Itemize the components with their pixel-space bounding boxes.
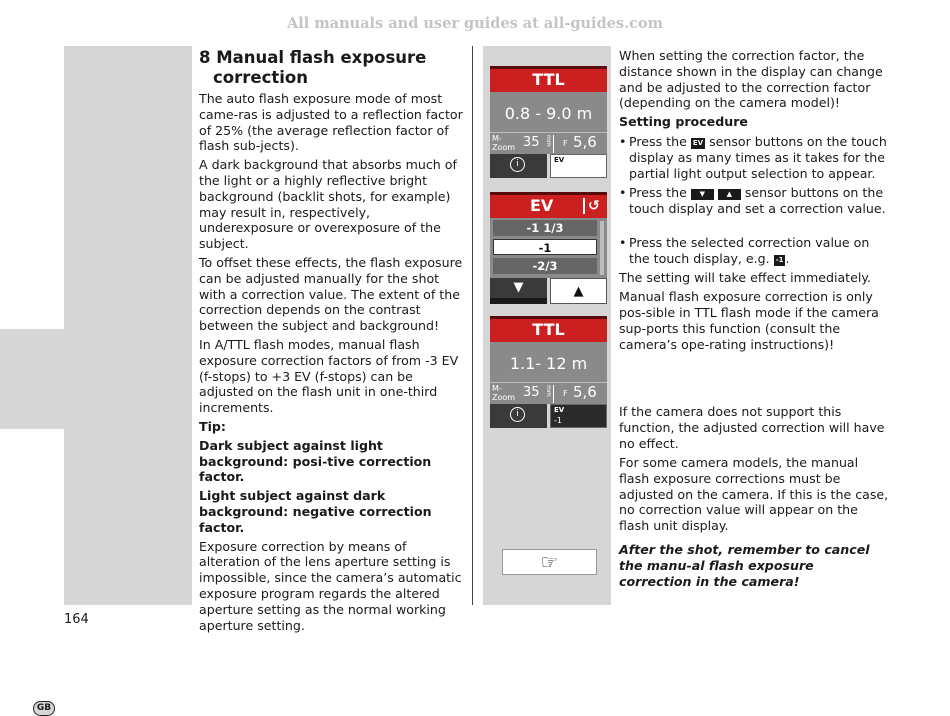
sidebar-band-lower [64,429,192,605]
mode-header: TTL [490,66,607,92]
tip-text: Light subject against dark background: negative correction factor. [199,488,432,535]
watermark: All manuals and user guides at all-guides.com [287,15,663,32]
display-ttl-screen [490,66,607,178]
chevron-down-icon: ▼ [513,280,524,295]
step-2 [619,185,889,217]
column-divider [472,46,473,605]
zoom-mode-m: M- [492,134,502,143]
paragraph: For some camera models, the manual flash exposure corrections must be adjusted on the camera. If this is the case, no correction value will appear on the flash unit display. [619,455,889,534]
zoom-aperture-row [490,132,607,154]
pointing-hand-icon: ☞ [502,549,597,575]
paragraph: Exposure correction by means of alteration of the lens aperture setting is impossible, since the camera’s automatic exposure program regards the altered aperture setting as the normal working aperture setting. [199,538,462,633]
step-text: Press the [629,185,687,201]
tip-text: Dark subject against light background: posi-tive correction factor. [199,437,432,485]
paragraph: In A/TTL flash modes, manual flash exposure correction factors of from -3 EV (f-stops) to +3 EV (f-stops) can be adjusted on the flash unit in one-third increments. [199,336,459,416]
ev-button[interactable] [550,404,607,428]
sidebar-band [64,46,192,329]
ev-option[interactable]: -2/3 [493,258,597,274]
range-readout: 1.1- 12 m [490,342,607,382]
aperture-label: F [563,139,568,148]
tip-label: Tip: [199,418,226,434]
aperture-label: F [563,389,568,398]
chevron-up-icon: ▲ [573,284,584,299]
step-text: Press the selected correction value on the touch display, e.g. [629,234,870,266]
scrollbar[interactable] [600,221,604,275]
chevron-up-icon: ▲ [718,189,741,200]
zoom-label: Zoom [492,143,516,152]
reminder-note [619,542,889,589]
down-button[interactable] [490,278,547,304]
info-button[interactable] [490,154,547,178]
zoom-unit: mm [545,385,552,397]
ev-button[interactable] [550,154,607,178]
title-line-1: 8 Manual flash exposure [199,48,427,67]
range-readout: 0.8 - 9.0 m [490,92,607,132]
separator [553,135,554,153]
info-icon: i [510,407,525,422]
paragraph: The auto flash exposure mode of most came-ras is adjusted to a reflection factor of 25% (the average reflection factor of flash sub-jects). [199,91,463,154]
paragraph: If the camera does not support this function, the adjusted correction will have no effect. [619,404,885,451]
mode-header: TTL [490,316,607,342]
zoom-value: 35 [523,385,540,400]
ev-value-icon: -1 [775,255,784,264]
step-text: sensor buttons on the touch display and set a correction value. [629,185,886,217]
paragraph: When setting the correction factor, the distance shown in the display can change and be adjusted to the correction factor (depending on the camera model)! [619,48,883,111]
ev-button-icon: EV [692,138,704,147]
zoom-mode [492,384,515,402]
ev-value-list [490,218,607,278]
step-text: Press the [629,133,687,149]
ev-header [490,192,607,218]
procedure-heading: Setting procedure [619,114,748,130]
zoom-unit: mm [545,135,552,147]
display-ttl-screen-corrected [490,316,607,428]
aperture-value: 5,6 [573,133,597,151]
back-icon[interactable]: ↺ [588,198,600,214]
up-button[interactable] [550,278,607,304]
step-text: sensor buttons on the touch display as many times as it takes for the partial light output selection to appear. [629,133,887,181]
arrow-buttons [490,278,607,304]
zoom-label: Zoom [492,393,516,402]
reminder-text: After the shot, remember to cancel the manu-al flash exposure correction in the camera! [619,542,870,589]
zoom-mode [492,134,515,152]
paragraph: The setting will take effect immediately. [619,269,872,285]
paragraph: To offset these effects, the flash exposure can be adjusted manually for the shot with a correction value. The extent of the correction depends on the contrast between the subject and background! [199,254,463,334]
ev-label: EV [554,156,565,164]
right-column-intro [619,48,889,353]
info-icon: i [510,157,525,172]
ev-option-selected[interactable]: -1 [493,239,597,255]
step-3 [619,235,889,267]
ev-title: EV [530,196,554,215]
step-text: . [785,250,790,266]
aperture-value: 5,6 [573,383,597,401]
left-column [199,48,465,636]
separator [553,385,554,403]
ev-label: EV [554,406,565,414]
paragraph: Manual flash exposure correction is only pos-sible in TTL flash mode if the camera sup-ports this function (consult the camera’s ope-rating instructions)! [619,289,879,352]
display-footer [490,404,607,428]
display-footer [490,154,607,178]
separator [583,198,585,214]
zoom-aperture-row [490,382,607,404]
section-title [199,48,465,88]
camera-models-note [619,455,889,534]
zoom-value: 35 [523,135,540,150]
step-1 [619,134,889,181]
no-support-note [619,404,889,451]
info-button[interactable] [490,404,547,428]
paragraph: A dark background that absorbs much of the light or a highly reflective bright background (backlit shots, for example) may result in, respectively, underexposure or overexposure of the subject. [199,157,457,252]
zoom-mode-m: M- [492,384,502,393]
display-ev-screen [490,192,607,304]
ev-value: -1 [554,416,562,425]
ev-option[interactable]: -1 1/3 [493,220,597,236]
page-number: 164 [64,612,89,627]
title-line-2: correction [213,68,308,87]
language-badge: GB [33,701,55,716]
chevron-down-icon: ▼ [691,189,714,200]
